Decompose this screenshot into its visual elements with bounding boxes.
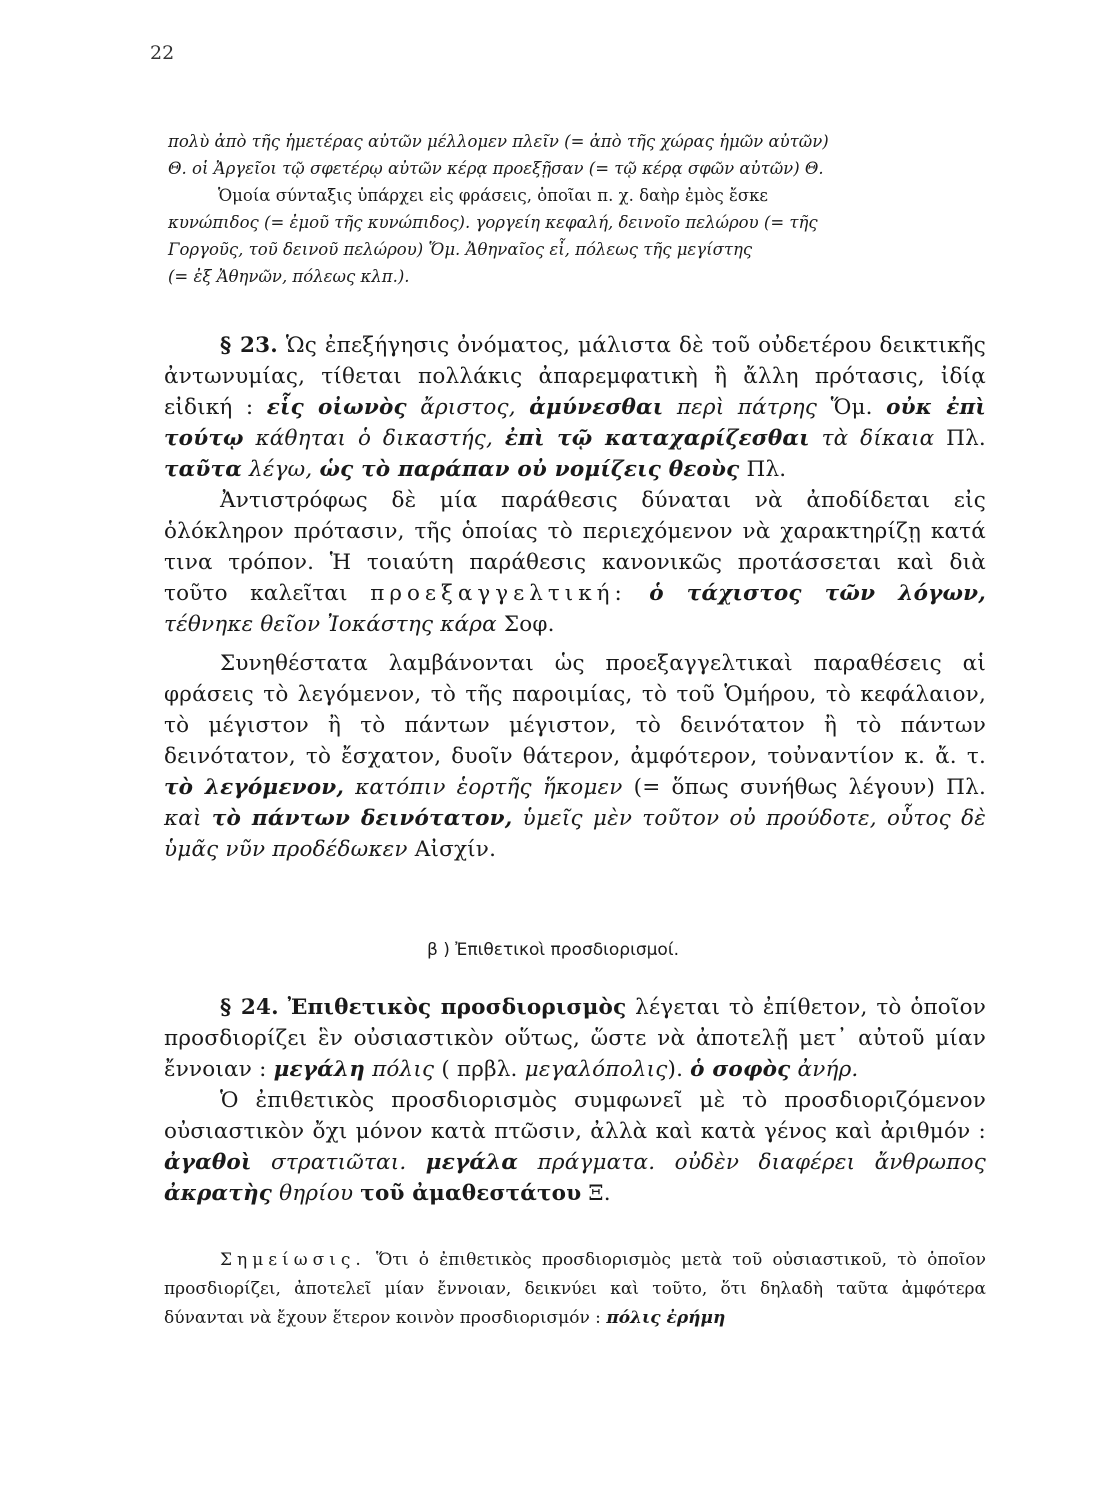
term: προεξαγγελτική: — [370, 581, 627, 606]
intro-line: (= ἐξ Ἀθηνῶν, πόλεως κλπ.). — [168, 267, 410, 286]
term: Ἐπιθετικὸς προσδιορισμὸς — [287, 995, 627, 1020]
note: Σημείωσις. Ὅτι ὁ ἐπιθετικὸς προσδιορισμὸς μετὰ τοῦ οὐσιαστικοῦ, τὸ ὁποῖον προσδιορίζει, ἀποτελεῖ μίαν ἔννοιαν, δεικνύει καὶ τοῦτο, ὅτι δηλαδὴ ταῦτα ἀμφότερα δύνανται νὰ ἔχουν ἕτερον κοινὸν προσδιορισμόν : πόλις ἐρήμη — [164, 1250, 986, 1328]
note-label: Σημείωσις. — [220, 1250, 366, 1270]
paragraph: § 24. Ἐπιθετικὸς προσδιορισμὸς λέγεται τὸ ἐπίθετον, τὸ ὁποῖον προσδιορίζει ἓν οὐσιαστικὸν οὕτως, ὥστε νὰ ἀποτελῇ μετ᾽ αὐτοῦ μίαν ἔννοιαν : μεγάλη πόλις ( πρβλ. μεγαλόπολις). ὁ σοφὸς ἀνήρ. — [164, 995, 986, 1082]
paragraph: § 23. Ὡς ἐπεξήγησις ὀνόματος, μάλιστα δὲ τοῦ οὐδετέρου δεικτικῆς ἀντωνυμίας, τίθεται πολλάκις ἀπαρεμφατικὴ ἢ ἄλλη πρότασις, ἰδίᾳ εἰδική : εἷς οἰωνὸς ἄριστος, ἀμύνεσθαι περὶ πάτρης Ὅμ. οὐκ ἐπὶ τούτῳ κάθηται ὁ δικαστής, ἐπὶ τῷ καταχαρίζεσθαι τὰ δίκαια Πλ. ταῦτα λέγω, ὡς τὸ παράπαν οὐ νομίζεις θεοὺς Πλ. — [164, 333, 986, 482]
intro-examples — [168, 128, 988, 290]
section-23 — [164, 330, 986, 865]
paragraph: Συνηθέστατα λαμβάνονται ὡς προεξαγγελτικαὶ παραθέσεις αἱ φράσεις τὸ λεγόμενον, τὸ τῆς παροιμίας, τὸ τοῦ Ὁμήρου, τὸ κεφάλαιον, τὸ μέγιστον ἢ τὸ πάντων μέγιστον, τὸ δεινότατον ἢ τὸ πάντων δεινότατον, τὸ ἔσχατον, δυοῖν θάτερον, ἀμφότερον, τοὐναντίον κ. ἄ. τ. τὸ λεγόμενον, κατόπιν ἑορτῆς ἥκομεν (= ὅπως συνήθως λέγουν) Πλ. καὶ τὸ πάντων δεινότατον, ὑμεῖς μὲν τοῦτον οὐ προύδοτε, οὗτος δὲ ὑμᾶς νῦν προδέδωκεν Αἰσχίν. — [164, 651, 986, 862]
intro-line: πολὺ ἀπὸ τῆς ἡμετέρας αὐτῶν μέλλομεν πλεῖν (= ἀπὸ τῆς χώρας ἡμῶν αὐτῶν) — [168, 132, 829, 151]
paragraph: Ἀντιστρόφως δὲ μία παράθεσις δύναται νὰ ἀποδίδεται εἰς ὁλόκληρον πρότασιν, τῆς ὁποίας τὸ περιεχόμενον νὰ χαρακτηρίζῃ κατά τινα τρόπον. Ἡ τοιαύτη παράθεσις κανονικῶς προτάσσεται καὶ διὰ τοῦτο καλεῖται προεξαγγελτική: ὁ τάχιστος τῶν λόγων, τέθνηκε θεῖον Ἰοκάστης κάρα Σοφ. — [164, 488, 986, 637]
section-number: § 24. — [220, 995, 279, 1020]
paragraph: Ὁ ἐπιθετικὸς προσδιορισμὸς συμφωνεῖ μὲ τὸ προσδιοριζόμενον οὐσιαστικὸν ὄχι μόνον κατὰ πτῶσιν, ἀλλὰ καὶ κατὰ γένος καὶ ἀριθμόν : ἀγαθοὶ στρατιῶται. μεγάλα πράγματα. οὐδὲν διαφέρει ἄνθρωπος ἀκρατὴς θηρίου τοῦ ἀμαθεστάτου Ξ. — [164, 1088, 986, 1206]
section-24 — [164, 992, 986, 1209]
intro-line: κυνώπιδος (= ἐμοῦ τῆς κυνώπιδος). γοργείη κεφαλή, δεινοῖο πελώρου (= τῆς — [168, 213, 818, 232]
intro-line: Ὁμοία σύνταξις ὑπάρχει εἰς φράσεις, ὁποῖαι π. χ. δαὴρ ἐμὸς ἔσκε — [218, 186, 768, 205]
page-number: 22 — [150, 42, 175, 64]
subsection-heading: β ) Ἐπιθετικοὶ προσδιορισμοί. — [427, 940, 679, 960]
intro-line: Γοργοῦς, τοῦ δεινοῦ πελώρου) Ὅμ. Ἀθηναῖος εἶ, πόλεως τῆς μεγίστης — [168, 240, 753, 259]
intro-line: Θ. οἱ Ἀργεῖοι τῷ σφετέρῳ αὐτῶν κέρᾳ προεξῇσαν (= τῷ κέρᾳ σφῶν αὐτῶν) Θ. — [168, 159, 824, 178]
section-number: § 23. — [220, 333, 278, 358]
